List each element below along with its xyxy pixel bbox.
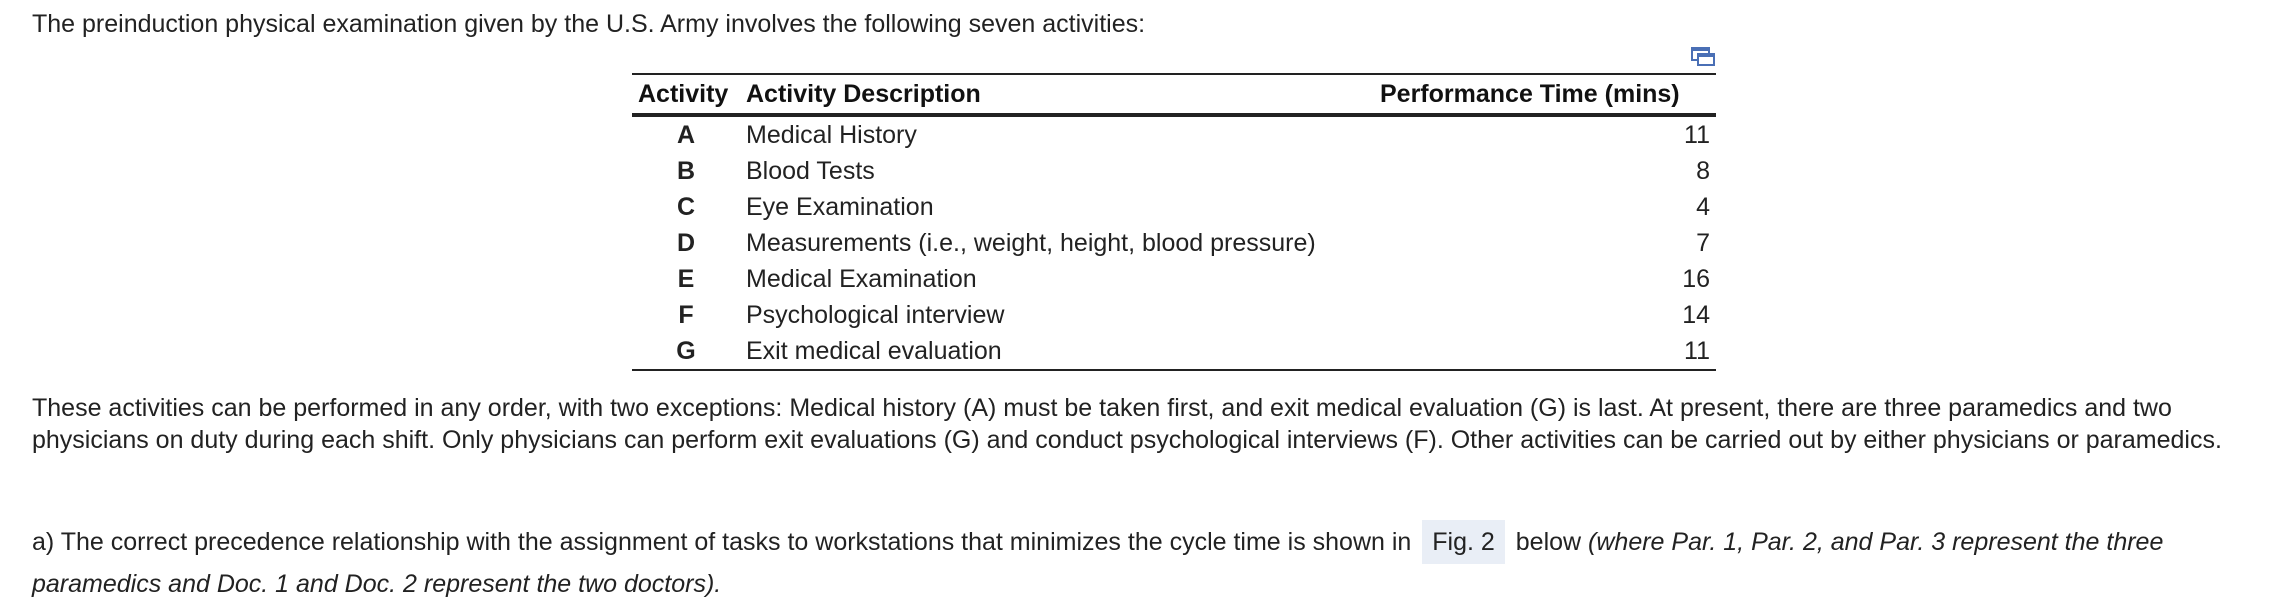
question-a-note: (where Par. 1, Par. 2, and Par. 3 represent the three paramedics and Doc. 1 and Doc. 2 represent the two doctors). [32, 528, 2164, 598]
activity-description: Psychological interview [746, 300, 1005, 329]
performance-time: 8 [1696, 156, 1710, 185]
activity-description: Medical Examination [746, 264, 977, 293]
activity-code: F [678, 300, 694, 329]
table-row [632, 115, 1716, 153]
header-description: Activity Description [740, 74, 1374, 115]
activity-code: B [676, 156, 696, 185]
performance-time: 14 [1682, 300, 1710, 329]
activity-description: Eye Examination [746, 192, 934, 221]
table-row [632, 333, 1716, 370]
figure-2-link[interactable]: Fig. 2 [1422, 520, 1505, 564]
performance-time: 16 [1682, 264, 1710, 293]
activity-description: Blood Tests [746, 156, 875, 185]
question-a-middle: below [1515, 528, 1582, 556]
intro-text: The preinduction physical examination given by the U.S. Army involves the following seven activities: [32, 10, 1146, 38]
activities-table [632, 73, 1716, 371]
question-a-paragraph [32, 520, 2262, 604]
table-row [632, 261, 1716, 297]
performance-time: 7 [1696, 228, 1710, 257]
expand-window-icon[interactable] [1690, 46, 1716, 68]
activity-description: Exit medical evaluation [746, 336, 1002, 365]
header-activity: Activity [632, 74, 740, 115]
table-row [632, 225, 1716, 261]
question-a-prefix: a) The correct precedence relationship with the assignment of tasks to workstations that minimizes the cycle time is shown in [32, 528, 1412, 556]
table-row [632, 153, 1716, 189]
activities-table-container [632, 73, 1716, 371]
activity-code: A [676, 120, 696, 149]
header-performance-time: Performance Time (mins) [1374, 74, 1716, 115]
activity-description: Measurements (i.e., weight, height, blood pressure) [746, 228, 1316, 257]
activity-code: D [676, 228, 696, 257]
table-header-row [632, 74, 1716, 115]
activity-code: E [677, 264, 695, 293]
table-row [632, 297, 1716, 333]
performance-time: 11 [1684, 120, 1710, 149]
activity-code: G [676, 336, 696, 365]
constraints-paragraph: These activities can be performed in any order, with two exceptions: Medical history (A) must be taken first, and exit medical evaluation (G) is last. At present, there are three paramedics and two physicians on duty during each shift. Only physicians can perform exit evaluations (G) and conduct psychological interviews (F). Other activities can be carried out by either physicians or paramedics. [32, 394, 2222, 454]
performance-time: 11 [1684, 336, 1710, 365]
performance-time: 4 [1696, 192, 1710, 221]
table-row [632, 189, 1716, 225]
activity-description: Medical History [746, 120, 917, 149]
activity-code: C [676, 192, 696, 221]
